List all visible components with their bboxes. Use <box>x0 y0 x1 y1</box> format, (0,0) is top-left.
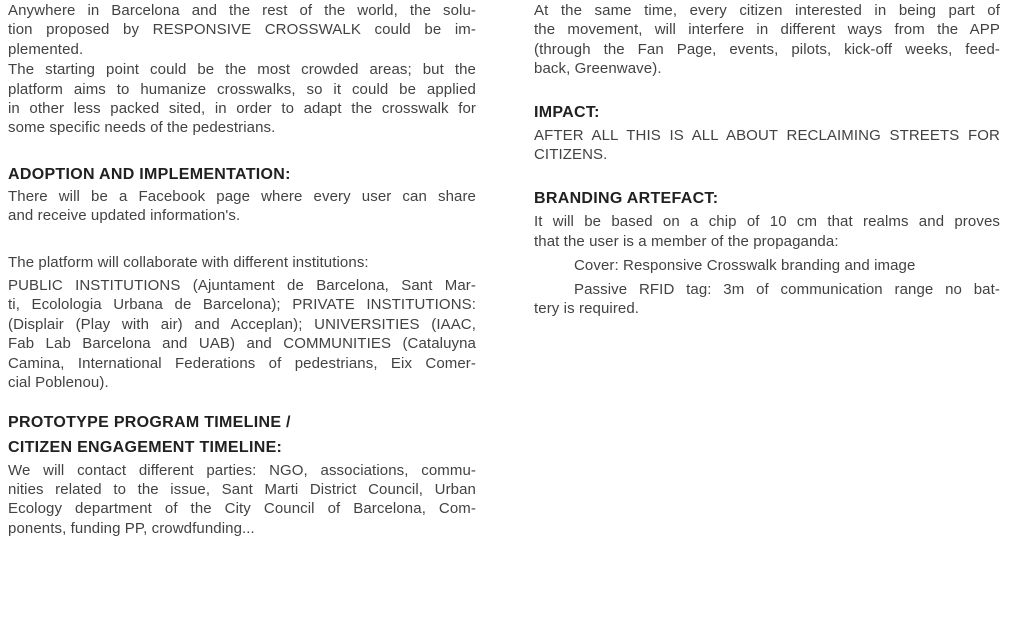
text-line: tery is required. <box>534 300 640 318</box>
institutions-paragraph <box>8 276 476 392</box>
text-line: PROTOTYPE PROGRAM TIMELINE / <box>8 413 291 431</box>
impact-paragraph <box>534 126 1000 165</box>
text-line: platform aims to humanize crosswalks, so it could be applied <box>8 80 476 98</box>
text-line: that the user is a member of the propaganda: <box>534 232 839 250</box>
branding-heading <box>534 186 1000 211</box>
branding-cover-line <box>534 256 1000 275</box>
right-column <box>534 1 1000 318</box>
text-line: At the same time, every citizen interested in being part of <box>534 2 1000 19</box>
text-line: plemented. <box>8 40 84 58</box>
text-line: We will contact different parties: NGO, associations, commu- <box>8 461 476 479</box>
app-paragraph <box>534 1 1000 79</box>
text-line: It will be based on a chip of 10 cm that realms and proves <box>534 213 1000 231</box>
text-line: CITIZENS. <box>534 146 608 164</box>
intro-paragraph-2 <box>8 60 476 138</box>
text-line: Camina, International Federations of pedestrians, Eix Comer- <box>8 354 476 372</box>
adoption-heading <box>8 162 476 187</box>
text-line: (through the Fan Page, events, pilots, kick-off weeks, feed- <box>534 40 1000 58</box>
text-line: back, Greenwave). <box>534 60 662 78</box>
left-column <box>8 1 476 538</box>
text-line: PUBLIC INSTITUTIONS (Ajuntament de Barcelona, Sant Mar- <box>8 277 476 295</box>
text-line: The platform will collaborate with different institutions: <box>8 253 369 271</box>
adoption-paragraph <box>8 187 476 226</box>
text-line: some specific needs of the pedestrians. <box>8 119 276 137</box>
text-line: ponents, funding PP, crowdfunding... <box>8 519 255 537</box>
text-line: AFTER ALL THIS IS ALL ABOUT RECLAIMING STREETS FOR <box>534 126 1000 144</box>
text-line: in other less packed sited, in order to adapt the crosswalk for <box>8 100 476 118</box>
text-line: BRANDING ARTEFACT: <box>534 190 719 208</box>
text-line: nities related to the issue, Sant Marti District Council, Urban <box>8 480 476 498</box>
text-line: CITIZEN ENGAGEMENT TIMELINE: <box>8 438 283 456</box>
text-line: Ecology department of the City Council of Barcelona, Com- <box>8 500 476 518</box>
text-line: Fab Lab Barcelona and UAB) and COMMUNITIES (Cataluyna <box>8 335 476 353</box>
branding-rfid-line <box>534 280 1000 319</box>
text-line: ADOPTION AND IMPLEMENTATION: <box>8 165 291 183</box>
text-line: the movement, will interfere in different ways from the APP <box>534 21 1000 39</box>
timeline-heading <box>8 410 476 460</box>
text-line: and receive updated information's. <box>8 207 241 225</box>
text-line: Anywhere in Barcelona and the rest of the world, the solu- <box>8 2 476 19</box>
text-line: The starting point could be the most crowded areas; but the <box>8 61 476 79</box>
collaborate-intro-line <box>8 253 476 272</box>
impact-heading <box>534 100 1000 125</box>
intro-paragraph-1 <box>8 1 476 59</box>
text-line: Passive RFID tag: 3m of communication range no bat- <box>574 280 1000 298</box>
text-line: IMPACT: <box>534 103 600 121</box>
branding-paragraph <box>534 212 1000 251</box>
text-line: tion proposed by RESPONSIVE CROSSWALK could be im- <box>8 21 476 39</box>
text-line: Cover: Responsive Crosswalk branding and image <box>574 257 916 275</box>
text-line: (Displair (Play with air) and Acceplan); UNIVERSITIES (IAAC, <box>8 315 476 333</box>
timeline-paragraph <box>8 461 476 539</box>
text-line: There will be a Facebook page where every user can share <box>8 187 476 205</box>
text-line: cial Poblenou). <box>8 374 109 392</box>
text-line: ti, Ecolologia Urbana de Barcelona); PRIVATE INSTITUTIONS: <box>8 296 476 314</box>
